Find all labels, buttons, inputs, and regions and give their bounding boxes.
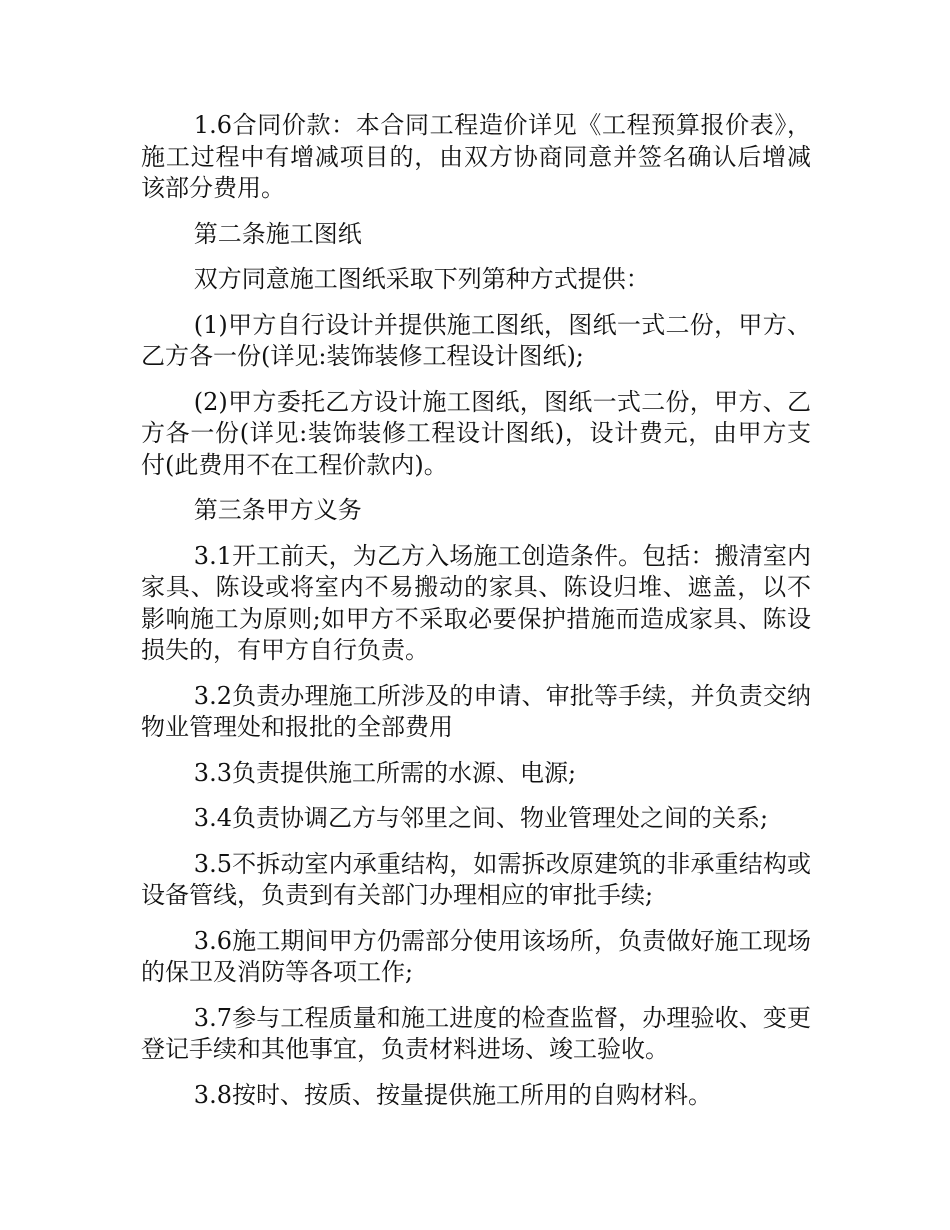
clause-3-7: 3.7参与工程质量和施工进度的检查监督，办理验收、变更登记手续和其他事宜，负责材料进场、竣工验收。 [141, 1003, 811, 1063]
clause-3-8: 3.8按时、按质、按量提供施工所用的自购材料。 [193, 1080, 712, 1109]
clause-3-1: 3.1开工前天，为乙方入场施工创造条件。包括：搬清室内家具、陈设或将室内不易搬动的家具、陈设归堆、遮盖，以不影响施工为原则;如甲方不采取必要保护措施而造成家具、陈设损失的，有甲方自行负责。 [141, 541, 811, 664]
clause-3-3: 3.3负责提供施工所需的水源、电源; [193, 758, 577, 787]
drawing-option-2: (2)甲方委托乙方设计施工图纸，图纸一式二份，甲方、乙方各一份(详见:装饰装修工程设计图纸)，设计费元，由甲方支付(此费用不在工程价款内)。 [141, 387, 811, 479]
article-2-heading: 第二条施工图纸 [193, 219, 362, 248]
clause-1-6-contract-price: 1.6合同价款：本合同工程造价详见《工程预算报价表》，施工过程中有增减项目的，由双方协商同意并签名确认后增减该部分费用。 [141, 111, 811, 202]
clause-3-6: 3.6施工期间甲方仍需部分使用该场所，负责做好施工现场的保卫及消防等各项工作; [141, 926, 811, 986]
article-3-heading: 第三条甲方义务 [193, 496, 362, 524]
clause-3-2: 3.2负责办理施工所涉及的申请、审批等手续，并负责交纳物业管理处和报批的全部费用 [141, 681, 811, 741]
document-body [141, 110, 811, 1125]
clause-3-5: 3.5不拆动室内承重结构，如需拆改原建筑的非承重结构或设备管线，负责到有关部门办理相应的审批手续; [141, 849, 811, 909]
clause-3-4: 3.4负责协调乙方与邻里之间、物业管理处之间的关系; [193, 804, 769, 832]
drawing-option-1: (1)甲方自行设计并提供施工图纸，图纸一式二份，甲方、乙方各一份(详见:装饰装修工程设计图纸); [141, 310, 811, 370]
drawing-method-intro: 双方同意施工图纸采取下列第种方式提供： [193, 265, 650, 293]
